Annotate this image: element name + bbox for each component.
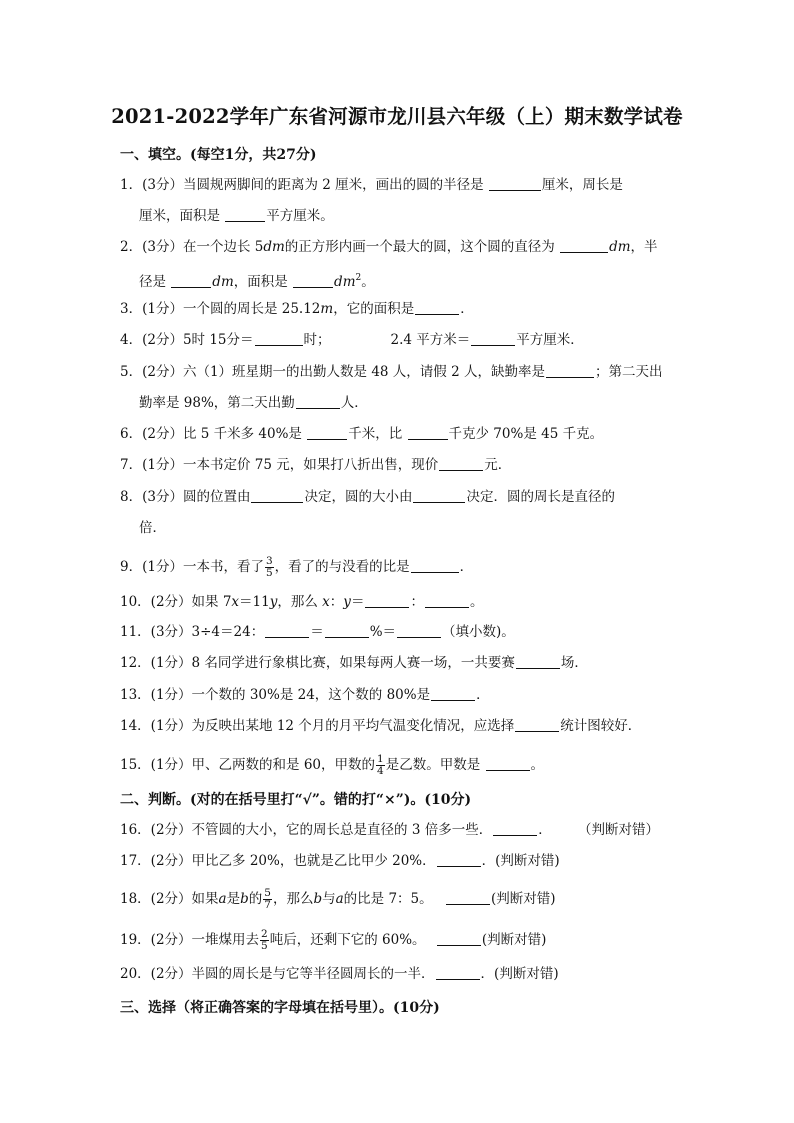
answer-blank[interactable]	[425, 594, 469, 608]
answer-blank[interactable]	[325, 624, 369, 638]
question-17: 17．(2分）甲比乙多 20%，也就是乙比甲少 20%． ．(判断对错)	[120, 853, 560, 869]
question-4: 4．(2分）5时 15分＝ 时； 2.4 平方米＝ 平方厘米．	[120, 332, 584, 348]
question-13: 13．(1分）一个数的 30%是 24，这个数的 80%是 ．	[120, 687, 490, 703]
section-true-false: 二、判断。(对的在括号里打“√”。错的打“×”)。(10分)	[120, 792, 472, 808]
answer-blank[interactable]	[171, 274, 211, 288]
question-15: 15．(1分）甲、乙两数的和是 60，甲数的 $\frac{1}{4}$ 是乙数。甲数是 。	[120, 753, 544, 777]
answer-blank[interactable]	[365, 594, 409, 608]
answer-blank[interactable]	[431, 687, 475, 701]
fraction: $\frac{2}{5}$	[261, 928, 268, 952]
answer-blank[interactable]	[437, 853, 481, 867]
answer-blank[interactable]	[516, 655, 560, 669]
answer-blank[interactable]	[446, 891, 490, 905]
question-8-cont: 倍．	[139, 520, 166, 536]
question-20: 20．(2分）半圆的周长是与它等半径圆周长的一半． ．(判断对错)	[120, 966, 559, 982]
answer-blank[interactable]	[546, 364, 594, 378]
answer-blank[interactable]	[560, 239, 608, 253]
question-6: 6．(2分）比 5 千米多 40%是 千米，比 千克少 70%是 45 千克。	[120, 426, 604, 442]
question-14: 14．(1分）为反映出某地 12 个月的月平均气温变化情况，应选择 统计图较好．	[120, 718, 642, 734]
answer-blank[interactable]	[437, 932, 481, 946]
answer-blank[interactable]	[486, 757, 530, 771]
exam-title: 2021-2022学年广东省河源市龙川县六年级（上）期末数学试卷	[111, 105, 683, 128]
answer-blank[interactable]	[255, 332, 303, 346]
question-3: 3．(1分）一个圆的周长是 25.12m，它的面积是 ．	[120, 301, 474, 317]
fraction: $\frac{3}{5}$	[265, 555, 273, 579]
section-multiple-choice: 三、选择（将正确答案的字母填在括号里）。(10分)	[120, 1000, 440, 1016]
question-1: 1．(3分）当圆规两脚间的距离为 2 厘米，画出的圆的半径是 厘米，周长是	[120, 177, 623, 193]
answer-blank[interactable]	[408, 426, 448, 440]
answer-blank[interactable]	[415, 301, 459, 315]
question-18: 18．(2分）如果a是b的 $\frac{5}{7}$ ，那么b与a的比是 7：5。 (判断对错)	[120, 887, 556, 911]
question-11: 11．(3分）3÷4＝24： ＝ %＝ （填小数)。	[120, 624, 515, 640]
question-2: 2．(3分）在一个边长 5dm的正方形内画一个最大的圆，这个圆的直径为 dm，半	[120, 239, 658, 255]
question-2-cont: 径是 dm，面积是 $dm^2$。	[139, 273, 375, 290]
answer-blank[interactable]	[265, 624, 309, 638]
answer-blank[interactable]	[436, 966, 480, 980]
fraction: $\frac{5}{7}$	[264, 887, 271, 911]
answer-blank[interactable]	[471, 332, 515, 346]
answer-blank[interactable]	[413, 489, 465, 503]
answer-blank[interactable]	[493, 822, 537, 836]
answer-blank[interactable]	[515, 718, 559, 732]
question-19: 19．(2分）一堆煤用去 $\frac{2}{5}$ 吨后，还剩下它的 60%。 (判断对错)	[120, 928, 547, 952]
question-7: 7．(1分）一本书定价 75 元，如果打八折出售，现价 元．	[120, 457, 512, 473]
question-8: 8．(3分）圆的位置由 决定，圆的大小由 决定．圆的周长是直径的	[120, 489, 615, 505]
answer-blank[interactable]	[439, 457, 483, 471]
question-1-cont: 厘米，面积是 平方厘米。	[139, 208, 334, 224]
answer-blank[interactable]	[397, 624, 441, 638]
answer-blank[interactable]	[307, 426, 347, 440]
answer-blank[interactable]	[225, 208, 265, 222]
question-9: 9．(1分）一本书，看了 $\frac{3}{5}$ ，看了的与没看的比是 ．	[120, 555, 474, 579]
question-5-cont: 勤率是 98%，第二天出勤 人．	[139, 395, 368, 411]
question-5: 5．(2分）六（1）班星期一的出勤人数是 48 人，请假 2 人，缺勤率是 ；第二天出	[120, 364, 663, 380]
answer-blank[interactable]	[251, 489, 303, 503]
answer-blank[interactable]	[411, 559, 459, 573]
answer-blank[interactable]	[293, 274, 333, 288]
fraction: $\frac{1}{4}$	[377, 753, 384, 777]
question-10: 10．(2分）如果 7x＝11y，那么 x：y＝ ： 。	[120, 594, 484, 610]
question-16: 16．(2分）不管圆的大小，它的周长总是直径的 3 倍多一些． ． （判断对错）	[120, 822, 660, 838]
section-fill-in: 一、填空。(每空1分，共27分)	[120, 147, 317, 163]
answer-blank[interactable]	[489, 177, 541, 191]
question-12: 12．(1分）8 名同学进行象棋比赛，如果每两人赛一场，一共要赛 场．	[120, 655, 588, 671]
answer-blank[interactable]	[296, 395, 340, 409]
